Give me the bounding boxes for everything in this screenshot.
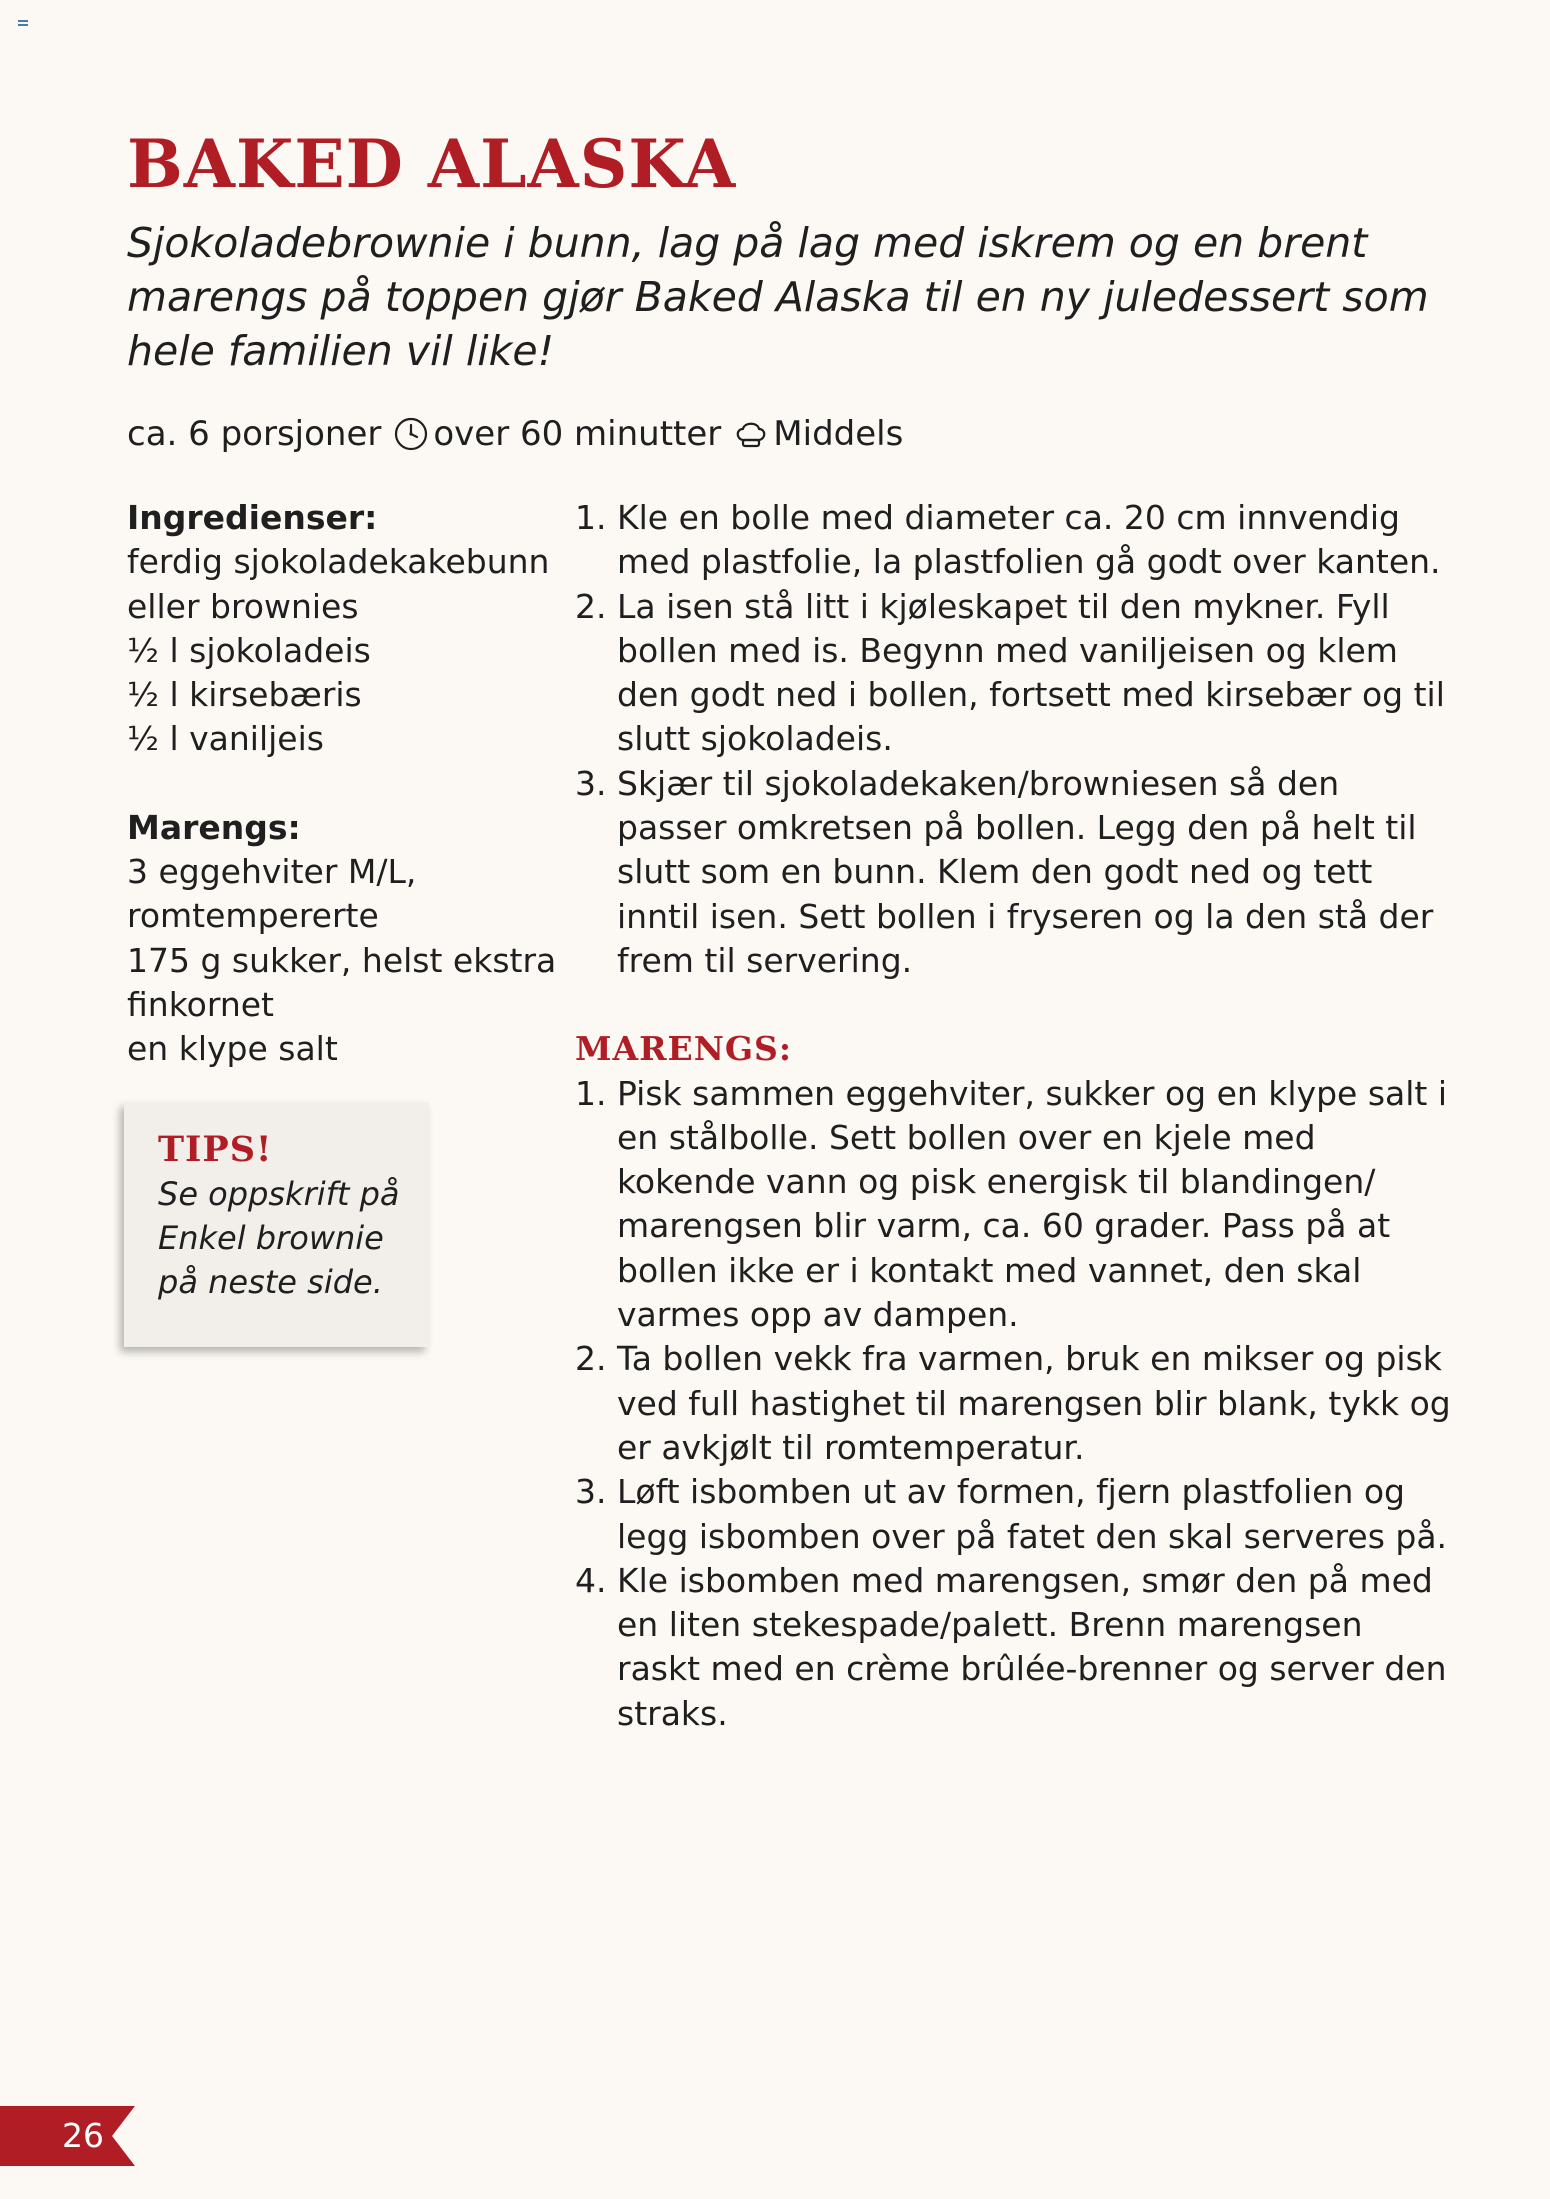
meringue-ingredient-line: 175 g sukker, helst ekstra	[127, 940, 557, 980]
meringue-heading: MARENGS:	[575, 1029, 793, 1069]
step-number: 1.	[575, 1073, 607, 1113]
page-number: 26	[62, 2116, 104, 2155]
step-item	[575, 1470, 1455, 1559]
meringue-ingredients-heading: Marengs:	[127, 807, 301, 847]
step-item	[575, 585, 1455, 762]
meringue-steps	[575, 1072, 1455, 1736]
ingredients-heading: Ingredienser:	[127, 498, 378, 537]
step-number: 3.	[575, 763, 607, 803]
ingredient-line: ferdig sjokoladekakebunn	[127, 542, 550, 582]
tips-line: på neste side.	[158, 1263, 383, 1301]
step-text: Kle en bolle med diameter ca. 20 cm innvendig med plastfolie, la plastfolien gå godt over kanten.	[617, 498, 1441, 582]
chef-hat-icon	[733, 416, 769, 452]
step-number: 1.	[575, 498, 607, 537]
meringue-ingredient-line: romtempererte	[127, 896, 379, 936]
recipe-title: BAKED ALASKA	[127, 125, 737, 203]
ingredient-line: eller brownies	[127, 586, 359, 626]
step-item	[575, 496, 1455, 585]
step-text: Ta bollen vekk fra varmen, bruk en mikser og pisk ved full hastighet til marengsen blir blank, tykk og er avkjølt til romtemperatur.	[617, 1339, 1451, 1467]
ingredients-column	[127, 496, 557, 1072]
meringue-ingredient-line: 3 eggehviter M/L,	[127, 852, 417, 892]
step-item	[575, 1559, 1455, 1736]
ice-cream-steps	[575, 496, 1455, 983]
portions: ca. 6 porsjoner	[127, 414, 382, 454]
step-number: 4.	[575, 1560, 607, 1600]
tips-line: Se oppskrift på	[158, 1175, 400, 1213]
step-item	[575, 1337, 1455, 1470]
ingredient-line: ½ l vaniljeis	[127, 719, 324, 759]
ingredient-line: ½ l kirsebæris	[127, 675, 362, 715]
tips-box	[124, 1102, 429, 1347]
meringue-ingredient-line: finkornet	[127, 984, 274, 1024]
step-text: Kle isbomben med marengsen, smør den på med en liten stekespade/palett. Brenn marengsen raskt med en crème brûlée-brenner og server den straks.	[617, 1560, 1447, 1733]
difficulty: Middels	[773, 414, 904, 454]
step-text: Skjær til sjokoladekaken/browniesen så den passer omkretsen på bollen. Legg den på helt til slutt som en bunn. Klem den godt ned og tett inntil isen. Sett bollen i fryseren og la den stå der frem til servering.	[617, 763, 1434, 980]
corner-mark	[18, 20, 28, 26]
meringue-ingredient-line: en klype salt	[127, 1029, 338, 1069]
prep-time: over 60 minutter	[433, 414, 722, 454]
step-text: Pisk sammen eggehviter, sukker og en klype salt i en stålbolle. Sett bollen over en kjele med kokende vann og pisk energisk til blandingen/ marengsen blir varm, ca. 60 grader. Pass på at bollen ikke er i kontakt med vannet, den skal varmes opp av dampen.	[617, 1073, 1448, 1335]
step-text: La isen stå litt i kjøleskapet til den mykner. Fyll bollen med is. Begynn med vaniljeisen og klem den godt ned i bollen, fortsett med kirsebær og til slutt sjokoladeis.	[617, 586, 1445, 759]
instructions-column	[575, 496, 1455, 1736]
ingredient-line: ½ l sjokoladeis	[127, 630, 371, 670]
recipe-meta	[127, 410, 903, 458]
step-number: 2.	[575, 586, 607, 626]
step-number: 3.	[575, 1472, 607, 1512]
step-text: Løft isbomben ut av formen, fjern plastfolien og legg isbomben over på fatet den skal serveres på.	[617, 1472, 1448, 1556]
step-item	[575, 762, 1455, 983]
recipe-intro: Sjokoladebrownie i bunn, lag på lag med iskrem og en brent marengs på toppen gjør Baked Alaska til en ny juledessert som hele familien vil like!	[127, 219, 1429, 375]
spacer	[127, 762, 557, 806]
tips-title: TIPS!	[158, 1129, 273, 1170]
step-number: 2.	[575, 1339, 607, 1379]
clock-icon	[393, 416, 429, 452]
step-item	[575, 1072, 1455, 1338]
tips-line: Enkel brownie	[158, 1219, 384, 1257]
